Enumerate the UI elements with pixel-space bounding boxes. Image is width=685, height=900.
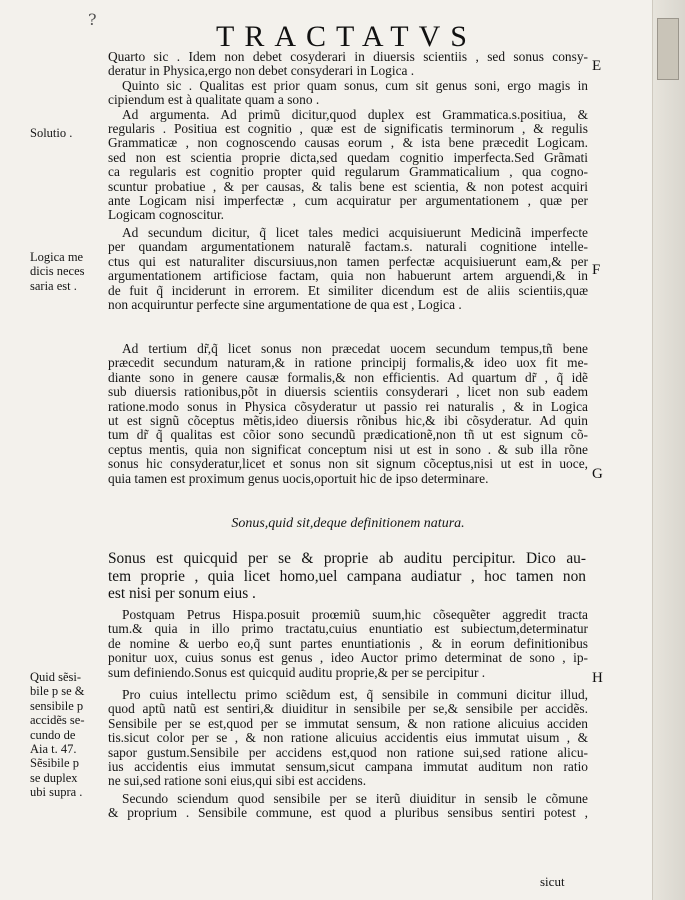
page-edge-tab bbox=[657, 18, 679, 80]
text-line: præcedit secundum naturam,& in ratione principij formalis,& ideo uox fit me- bbox=[108, 356, 588, 371]
text-line: Ad secundum dicitur, q̃ licet tales medici acquisiuerunt Medicinã imperfecte bbox=[122, 226, 588, 240]
margin-note-line: ubi supra . bbox=[30, 785, 83, 800]
text-block-4 bbox=[108, 608, 588, 680]
definition-line: tem proprie , quia licet homo,uel campana audiatur , hoc tamen non bbox=[108, 567, 586, 585]
definition-line: Sonus est quicquid per se & proprie ab auditu percipitur. Dico au- bbox=[108, 550, 586, 567]
text-line: diante sono in genere causæ formalis,& non efficientis. Ad quartum dr̃ , q̃ idẽ bbox=[108, 370, 588, 385]
text-line: Ad argumenta. Ad primũ dicitur,quod duplex est Grammatica.s.positiua, & bbox=[122, 107, 588, 122]
text-line: Quarto sic . Idem non debet cosyderari in diuersis scientiis , sed sonus consy- bbox=[108, 50, 588, 64]
text-line: sonus hic consyderatur,licet et sonus non sit signum cõceptus,nisi ut est in uoce, bbox=[108, 457, 588, 472]
corner-mark: ? bbox=[88, 10, 97, 29]
text-line: Pro cuius intellectu primo sciẽdum est, q̃ sensibile in communi dicitur illud, bbox=[122, 688, 588, 702]
text-line: ut est signũ cõceptus mẽtis,ideo diuersis rõnibus hic,& ibi cõsyderatur. Ad quin bbox=[108, 414, 588, 429]
section-heading: Sonus,quid sit,deque definitionem natura. bbox=[231, 516, 465, 531]
text-line: sum definiendo.Sonus est quicquid auditu proprie,& per se percipitur . bbox=[108, 665, 486, 680]
margin-note-line: Logica me bbox=[30, 250, 84, 264]
text-line: Postquam Petrus Hispa.posuit proœmiũ suum,hic cõsequẽter aggredit tracta bbox=[122, 608, 588, 622]
margin-note-line: Aia t. 47. bbox=[30, 742, 77, 757]
text-line: scuntur probatiue , & per causas, & talis bene est scientia, & non potest acquiri bbox=[108, 179, 588, 194]
side-letter-h: H bbox=[592, 670, 603, 686]
text-line: ponitur uox, cuius sonus est genus , ideo Auctor primo determinat de sono , ip- bbox=[108, 651, 588, 666]
side-letter-e: E bbox=[592, 58, 602, 74]
text-block-2 bbox=[108, 226, 588, 312]
text-line: tum.& quia in illo primo tractatu,cuius enuntiatio est subiectum,determinatur bbox=[108, 622, 588, 637]
text-line: argumentationem artificiose factam, quia non habuerunt artem arguendi,& in bbox=[108, 269, 588, 284]
text-line: de fuit q̃ inciderunt in errorem. Et similiter dicendum est de aliis scientiis,quæ bbox=[108, 283, 588, 298]
text-line: Sensibile per se est,quod per se immutat sensum, & non ratione alicuius acciden bbox=[108, 716, 588, 731]
margin-note-line: Quid sẽsi- bbox=[30, 670, 82, 684]
text-line: sapor gustum.Sensibile per accidens est,quod non ratione sui,sed ratione alicu- bbox=[108, 745, 588, 760]
margin-note-line: bile p se & bbox=[30, 684, 85, 699]
text-line: ius accidentis eius immutat sensum,sicut campana immutat auditum non ratio bbox=[108, 760, 588, 775]
margin-note-line: dicis neces bbox=[30, 264, 85, 279]
text-line: quod aptũ natũ est sentiri,& diuiditur in sensibile per se,& sensibile per accidẽs. bbox=[108, 702, 588, 717]
text-line: ctus qui est naturaliter discursiuus,non tamen perfectæ acquisiuerunt eam,& per bbox=[108, 254, 588, 269]
side-letter-g: G bbox=[592, 466, 603, 482]
text-block-1 bbox=[108, 50, 588, 223]
margin-note-line: cundo de bbox=[30, 727, 76, 742]
text-line: ceptus mentis, quia non significat conceptum nisi ut est in sono . & sub illa rõne bbox=[108, 442, 588, 457]
text-line: non acquiruntur perfecte sine argumentatione de qua est , Logica . bbox=[108, 298, 462, 313]
running-head: TRACTATVS bbox=[216, 20, 477, 53]
margin-note-line: Sẽsibile p bbox=[30, 756, 79, 771]
margin-note-line: accidẽs se- bbox=[30, 713, 85, 728]
text-line: sub diuersis rationibus,põt in diuersis scientiis consyderari , licet non sub eadem bbox=[108, 385, 588, 400]
margin-note-logica bbox=[30, 250, 100, 293]
text-line: sed non est scientia proprie dicta,sed quedam cognitio imperfecta.Sed Grãmati bbox=[108, 150, 588, 165]
text-line: quia tamen est proximum genus uocis,oportuit hic de ipso determinare. bbox=[108, 471, 489, 486]
text-line: ca regularis est cognitio propter quid regularum Grammaticalium , qua cogno- bbox=[108, 165, 588, 180]
text-line: Grammaticæ , non cognoscendo causas eorum , & ista bene præcedit Logicam. bbox=[108, 136, 588, 151]
side-letter-f: F bbox=[592, 262, 601, 278]
text-line: Logicam cognoscitur. bbox=[108, 208, 225, 223]
text-block-5 bbox=[108, 688, 588, 789]
definition-line: est nisi per sonum eius . bbox=[108, 585, 256, 602]
text-block-6 bbox=[108, 792, 588, 821]
text-block-3 bbox=[108, 342, 588, 486]
margin-note-line: sensibile p bbox=[30, 698, 84, 713]
text-line: Ad tertium dr̃,q̃ licet sonus non præcedat uocem secundum tempus,tñ bene bbox=[122, 342, 588, 356]
margin-note-line: Solutio . bbox=[30, 126, 73, 140]
text-line: ne sui,sed ratione soni eius,qui sibi est accidens. bbox=[108, 774, 367, 789]
definition-block bbox=[108, 550, 586, 603]
text-line: per quandam argumentationem naturalẽ factam.s. naturali cognitione intelle- bbox=[108, 240, 588, 255]
text-line: Quinto sic . Qualitas est prior quam sonus, cum sit genus soni, ergo magis in bbox=[122, 78, 588, 93]
page-edge-strip bbox=[652, 0, 685, 900]
text-line: ratione.modo sonus in Physica cõsyderatur ut passio rei naturalis , & in Logica bbox=[108, 399, 588, 414]
text-line: Secundo sciendum quod sensibile per se iterũ diuiditur in sensib le cõmune bbox=[122, 792, 588, 806]
text-line: tis.sicut color per se , & non ratione alicuius accidentis eius immutat uisum , & bbox=[108, 731, 588, 746]
text-line: ante Logicam nisi imperfectæ , cum acquiratur per argumentationem , quæ per bbox=[108, 194, 588, 209]
margin-note-line: saria est . bbox=[30, 278, 77, 293]
text-line: regularis . Positiua est cognitio , quæ est de significatis terminorum , & regulis bbox=[108, 122, 588, 137]
text-line: cipiendum est à qualitate quam a sono . bbox=[108, 93, 320, 108]
text-line: & proprium . Sensibile commune, est quod a pluribus sensibus sentiri potest , bbox=[108, 806, 588, 821]
margin-note-line: se duplex bbox=[30, 770, 78, 785]
margin-note-quid bbox=[30, 670, 100, 800]
text-line: tum dr̃ q̃ qualitas est cõior sono secundũ prædicationẽ,non tñ ut est signum cõ- bbox=[108, 428, 588, 443]
text-line: deratur in Physica,ergo non debet consyderari in Logica . bbox=[108, 64, 415, 79]
text-line: de nomine & uerbo eo,q̃ sunt partes enuntiationis , & in eorum definitionibus bbox=[108, 636, 588, 651]
catchword: sicut bbox=[540, 874, 565, 889]
margin-note-solutio bbox=[30, 126, 100, 140]
